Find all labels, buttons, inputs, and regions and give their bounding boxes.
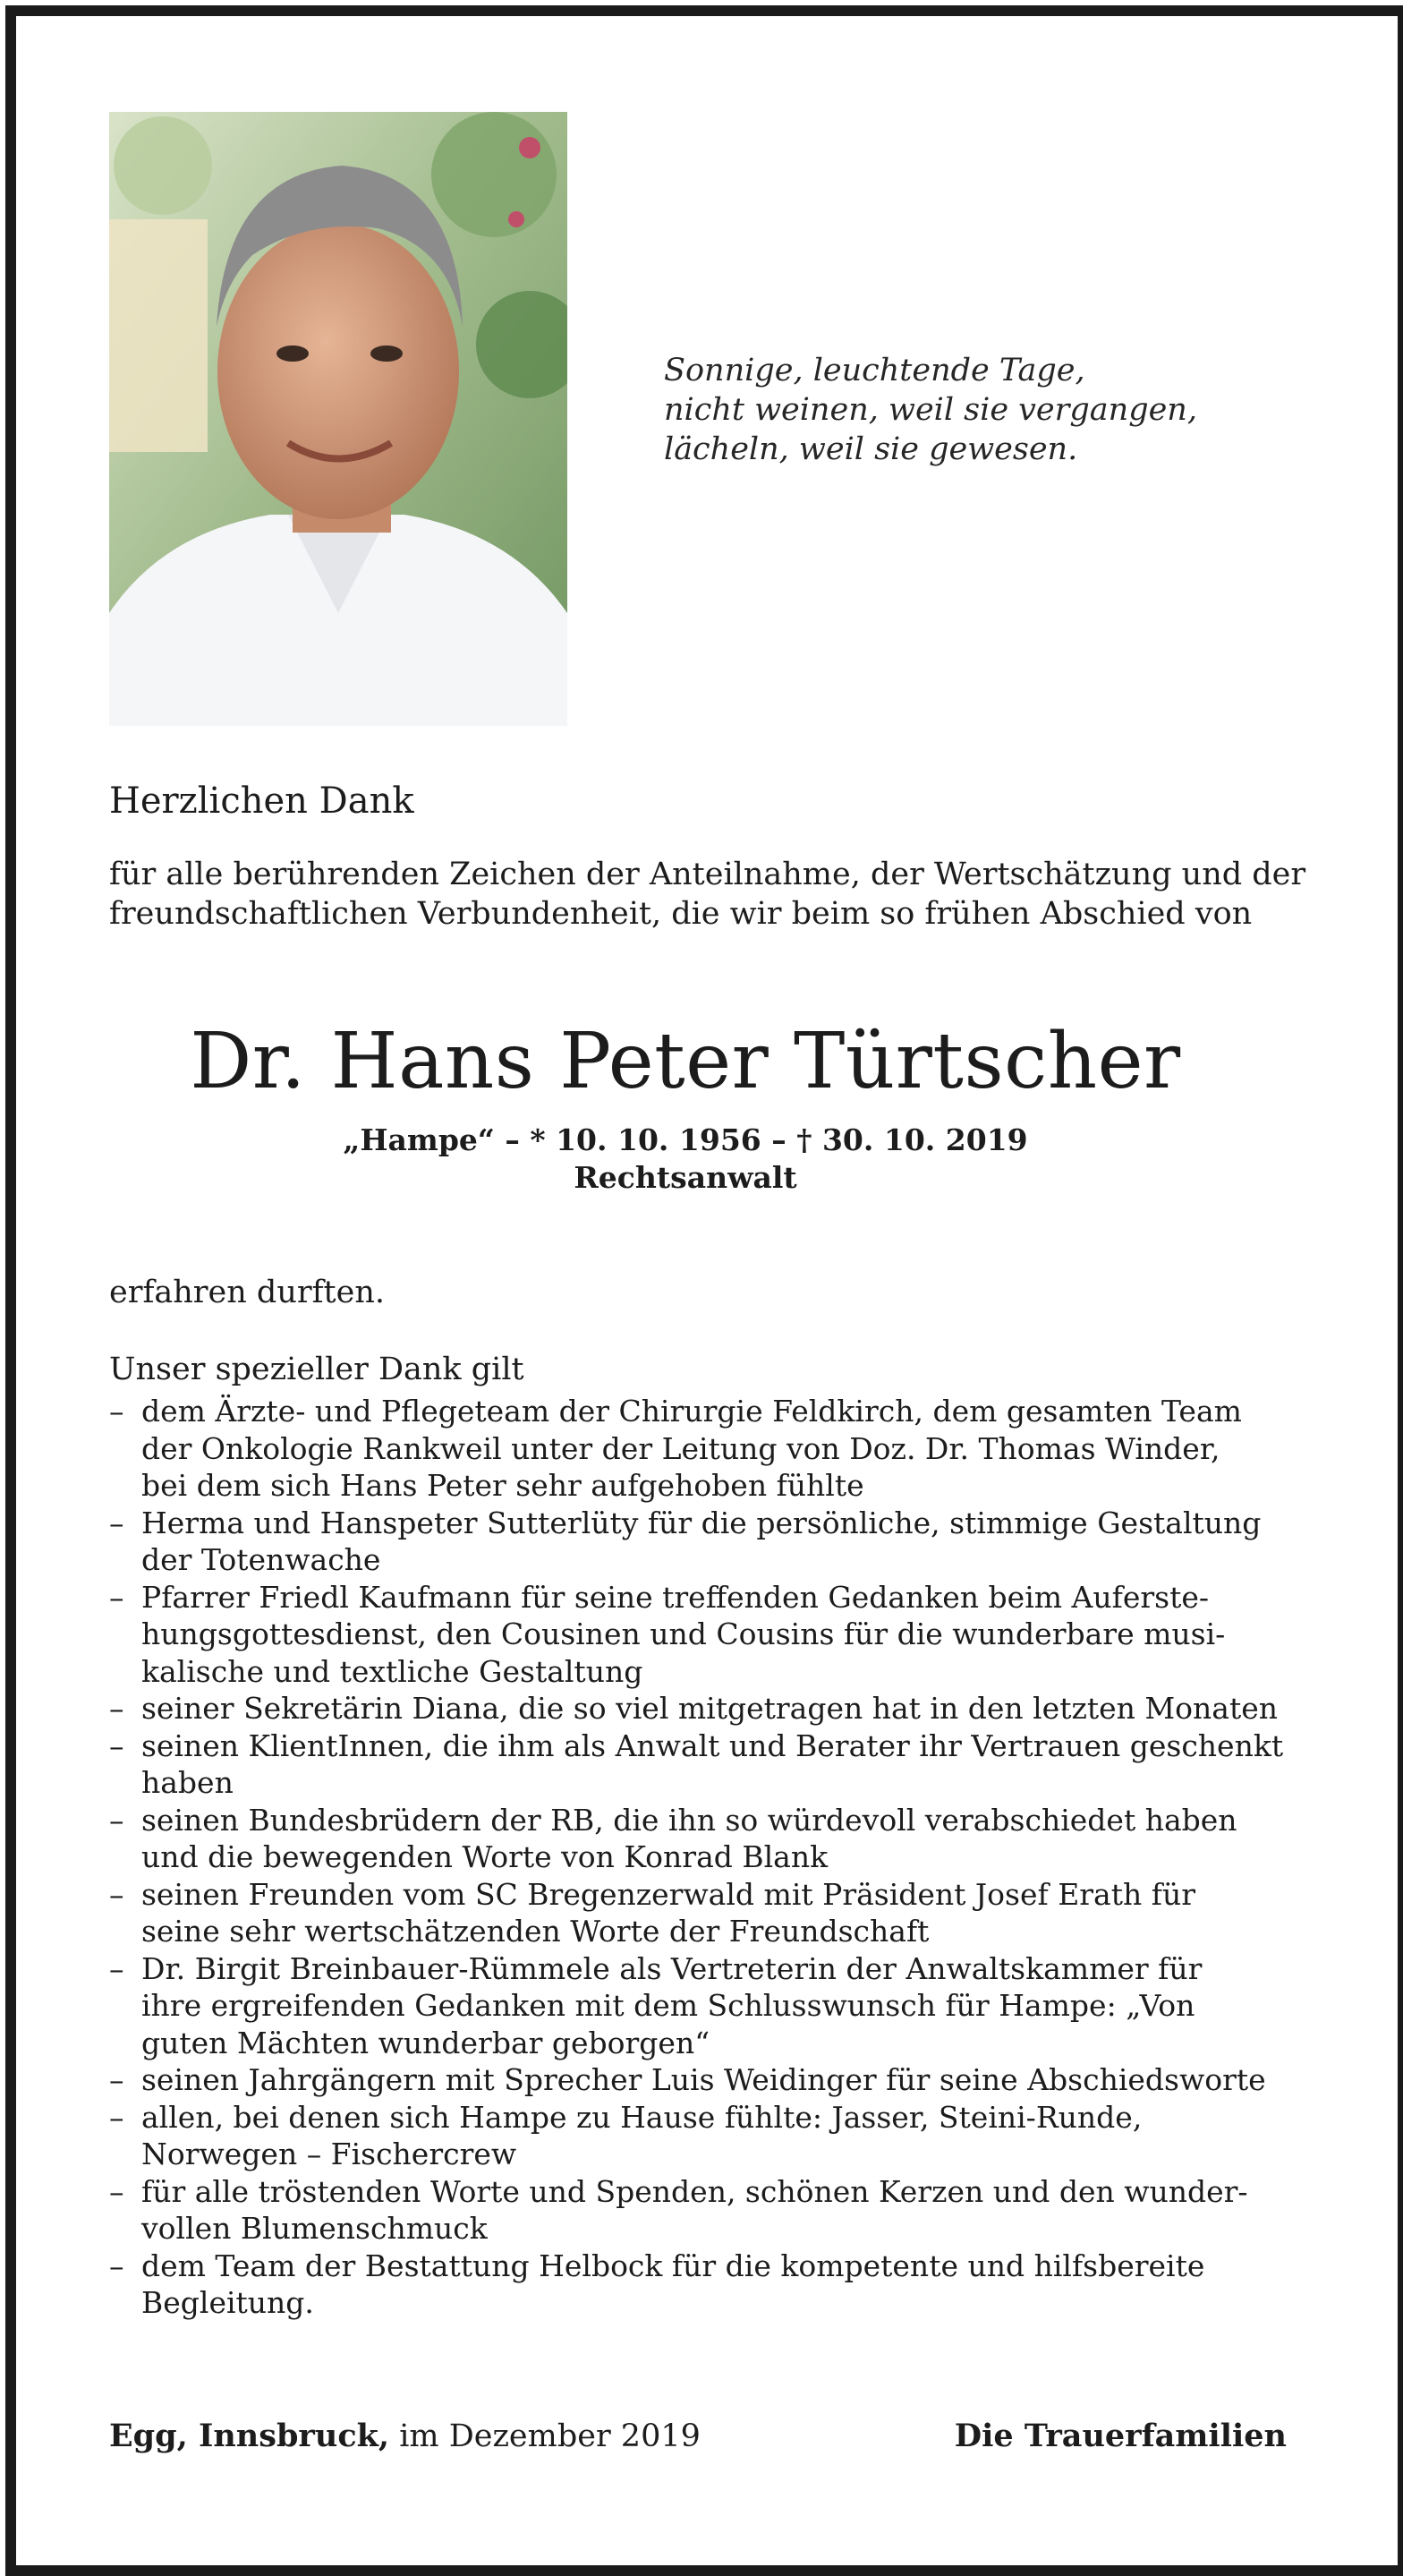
- intro-line: freundschaftlichen Verbundenheit, die wir beim so frühen Abschied von: [109, 896, 1253, 932]
- special-thanks-heading: Unser spezieller Dank gilt: [109, 1352, 524, 1387]
- deceased-profession: Rechtsanwalt: [574, 1160, 797, 1195]
- list-item: – Herma und Hanspeter Sutterlüty für die persönliche, stimmige Gestaltung der Totenwache: [109, 1505, 1283, 1579]
- list-item: – dem Team der Bestattung Helbock für die kompetente und hilfsbereite Begleitung.: [109, 2248, 1283, 2322]
- footer-place-date: [109, 2417, 701, 2456]
- intro-line: für alle berührenden Zeichen der Anteilnahme, der Wertschätzung und der: [109, 857, 1306, 892]
- quote-line: lächeln, weil sie gewesen.: [664, 431, 1078, 467]
- list-item: – seinen KlientInnen, die ihm als Anwalt und Berater ihr Vertrauen geschenkt haben: [109, 1727, 1283, 1802]
- portrait-photo: [109, 112, 567, 726]
- list-item: – seinen Jahrgängern mit Sprecher Luis Weidinger für seine Abschiedsworte: [109, 2061, 1283, 2099]
- list-item: – seiner Sekretärin Diana, die so viel mitgetragen hat in den letzten Monaten: [109, 1690, 1283, 1727]
- list-item: – seinen Freunden vom SC Bregenzerwald mit Präsident Josef Erath für seine sehr wertschätzenden Worte der Freundschaft: [109, 1876, 1283, 1950]
- intro-closing: erfahren durften.: [109, 1275, 385, 1310]
- list-item: – seinen Bundesbrüdern der RB, die ihn so würdevoll verabschiedet haben und die bewegenden Worte von Konrad Blank: [109, 1802, 1283, 1876]
- list-item: – für alle tröstenden Worte und Spenden, schönen Kerzen und den wunder- vollen Blumenschmuck: [109, 2173, 1283, 2248]
- thanks-heading: Herzlichen Dank: [109, 780, 414, 822]
- memorial-quote: [664, 351, 1219, 469]
- deceased-name: Dr. Hans Peter Türtscher: [190, 1017, 1181, 1106]
- footer-date: im Dezember 2019: [389, 2418, 701, 2454]
- intro-paragraph: [109, 855, 1306, 934]
- footer-signature: Die Trauerfamilien: [954, 2418, 1287, 2454]
- quote-line: Sonnige, leuchtende Tage,: [664, 353, 1085, 388]
- list-item: – Pfarrer Friedl Kaufmann für seine treffenden Gedanken beim Auferste- hungsgottesdienst, den Cousinen und Cousins für die wunderbare musi- kalische und textliche Gestaltung: [109, 1579, 1283, 1691]
- quote-line: nicht weinen, weil sie vergangen,: [664, 392, 1197, 428]
- deceased-dates: „Hampe“ – * 10. 10. 1956 – † 30. 10. 2019: [343, 1122, 1028, 1157]
- list-item: – dem Ärzte- und Pflegeteam der Chirurgie Feldkirch, dem gesamten Team der Onkologie Rankweil unter der Leitung von Doz. Dr. Thomas Winder, bei dem sich Hans Peter sehr aufgehoben fühlte: [109, 1393, 1283, 1505]
- list-item: – Dr. Birgit Breinbauer-Rümmele als Vertreterin der Anwaltskammer für ihre ergreifenden Gedanken mit dem Schlusswunsch für Hampe: „Von guten Mächten wunderbar geborgen“: [109, 1950, 1283, 2062]
- footer-places: Egg, Innsbruck,: [109, 2418, 390, 2454]
- list-item: – allen, bei denen sich Hampe zu Hause fühlte: Jasser, Steini-Runde, Norwegen – Fischercrew: [109, 2099, 1283, 2173]
- thanks-list: [109, 1393, 1283, 2322]
